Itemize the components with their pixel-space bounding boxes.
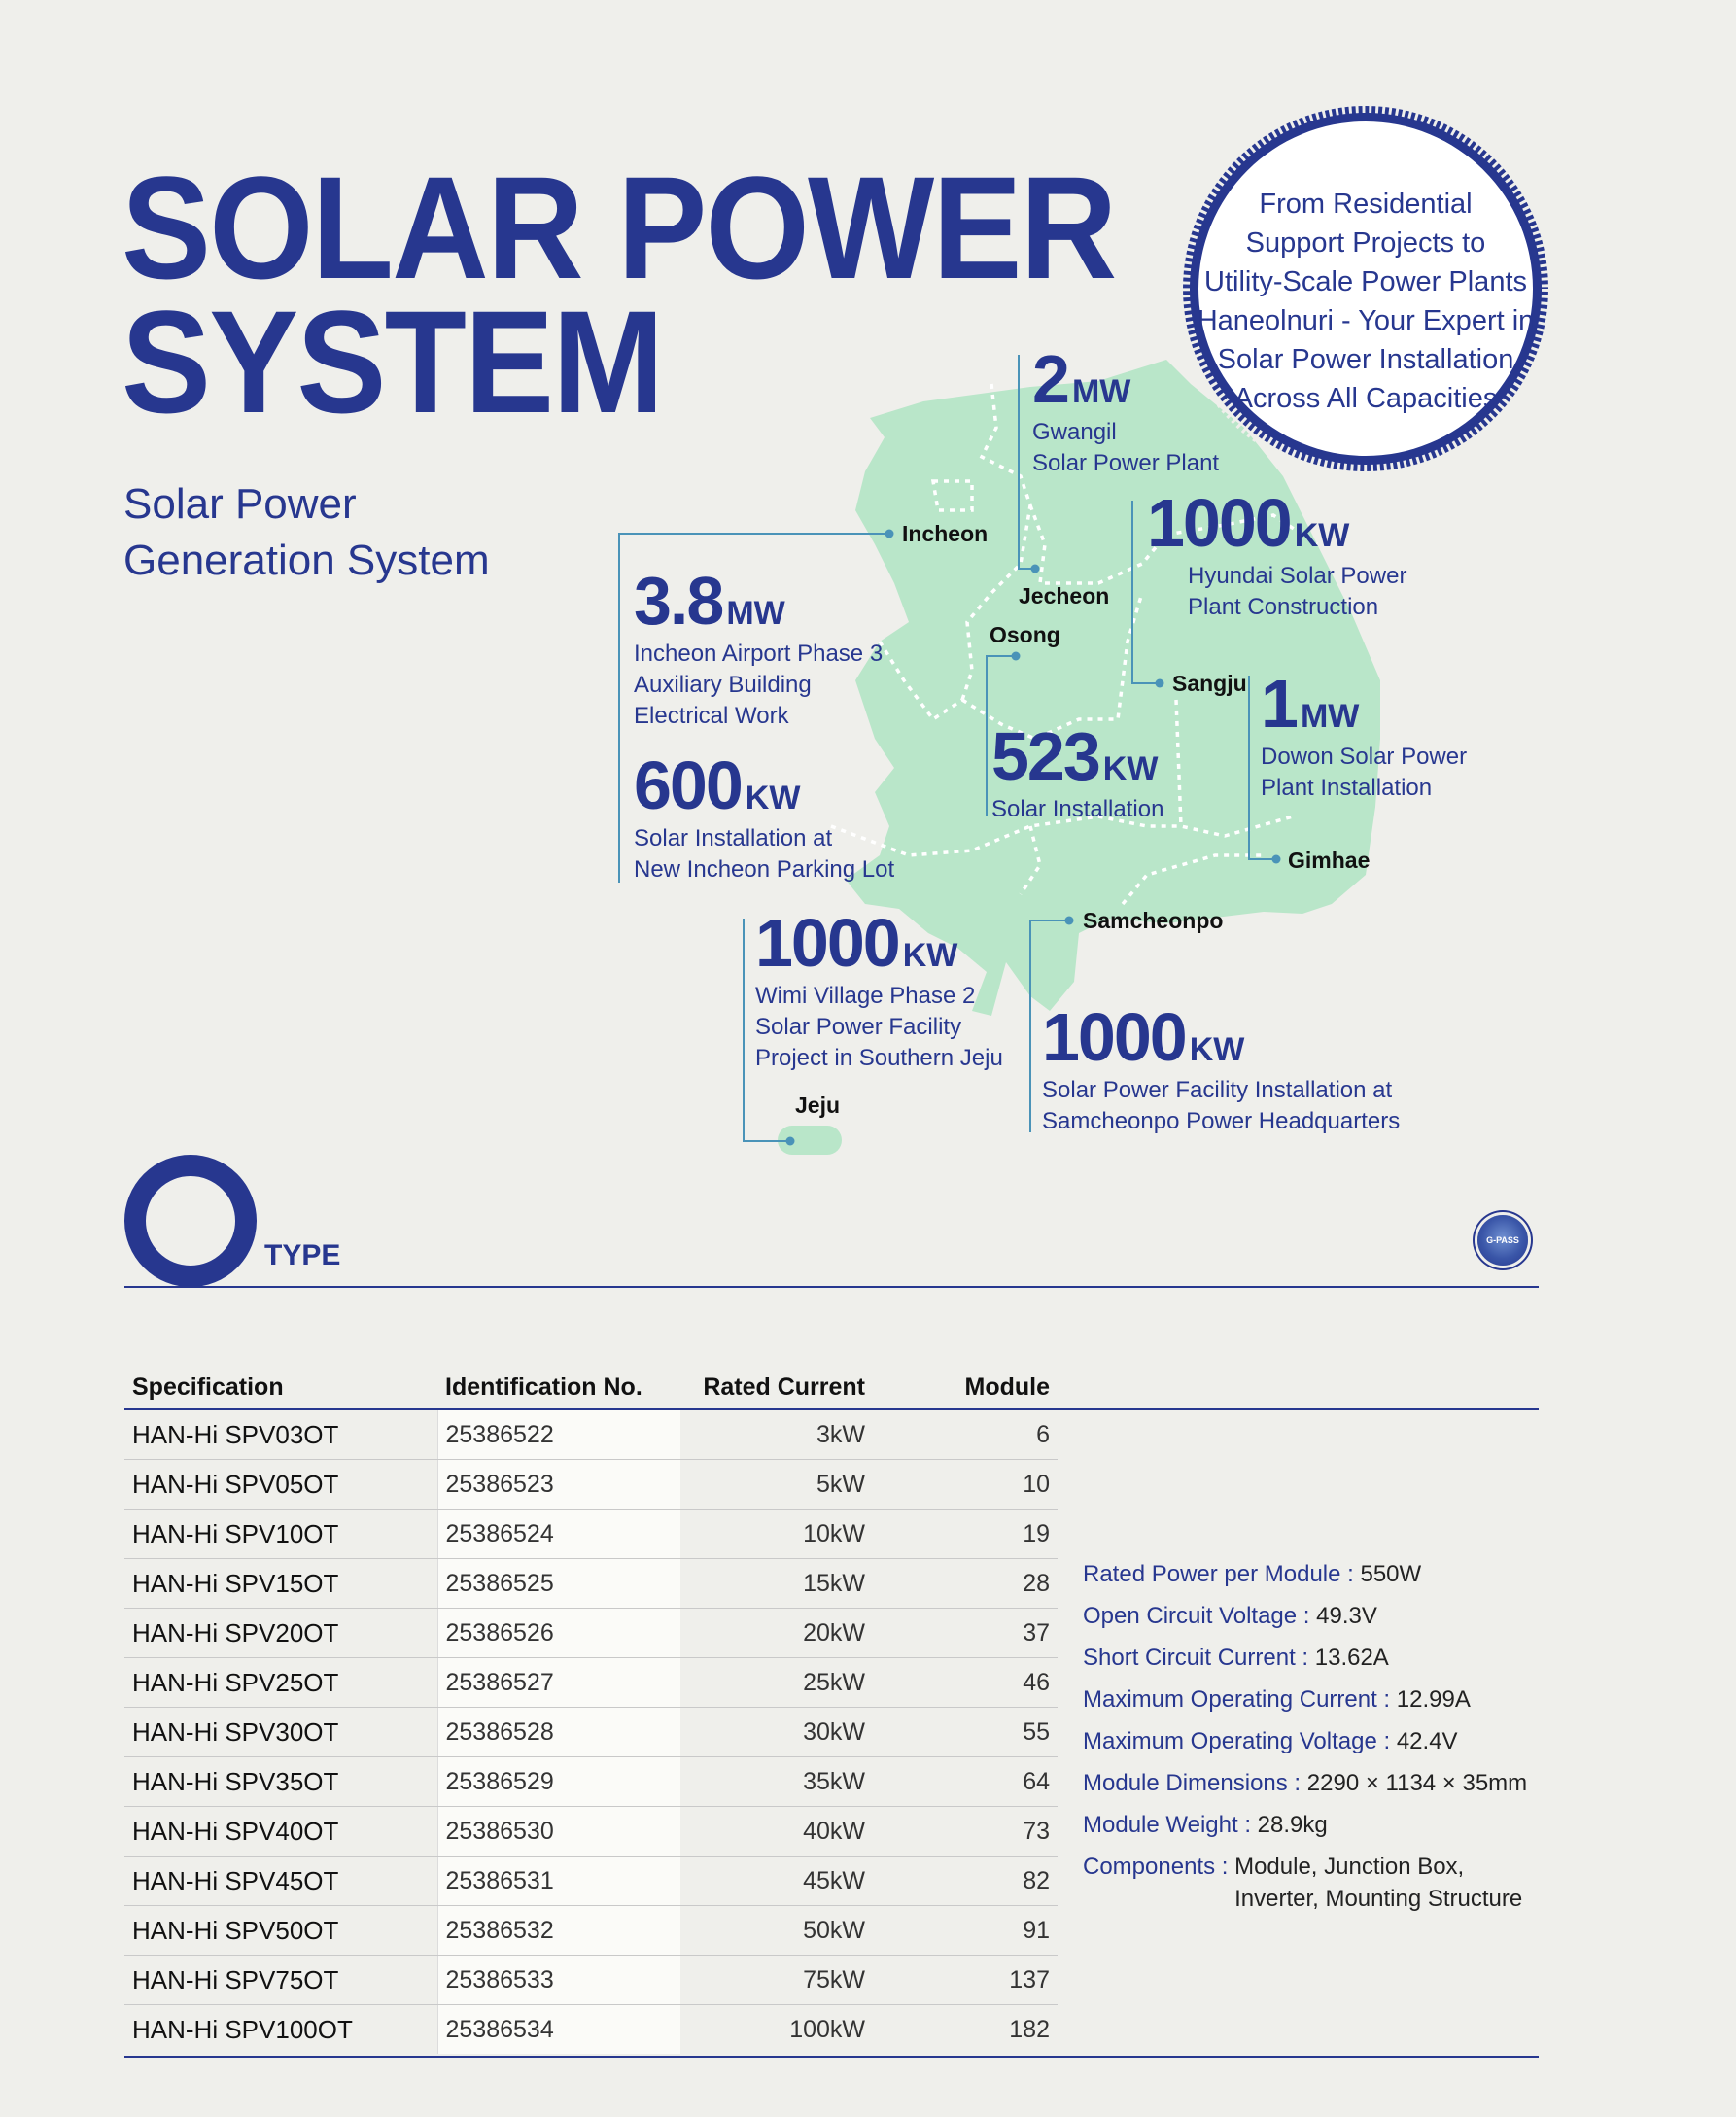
site-unit: KW <box>902 937 958 974</box>
table-row <box>124 1658 1058 1708</box>
cell-identification: 25386534 <box>437 2005 680 2055</box>
cell-specification: HAN-Hi SPV15OT <box>124 1559 437 1609</box>
cell-identification: 25386529 <box>437 1757 680 1807</box>
table-row <box>124 1609 1058 1658</box>
col-header-rated-current: Rated Current <box>680 1366 873 1409</box>
cell-specification: HAN-Hi SPV100OT <box>132 2014 353 2044</box>
site-desc-line: Solar Installation at <box>634 825 833 851</box>
property-value: 28.9kg <box>1257 1812 1328 1838</box>
site-value: 1 <box>1261 666 1297 742</box>
cell-specification: HAN-Hi SPV25OT <box>124 1658 437 1708</box>
gpass-certification-icon: G-PASS <box>1477 1215 1528 1266</box>
property-row <box>1083 1679 1540 1720</box>
property-key: Module Dimensions : <box>1083 1770 1302 1796</box>
site-desc-line: Electrical Work <box>634 703 789 729</box>
site-osong <box>991 718 1164 825</box>
site-value: 2 <box>1032 341 1068 417</box>
property-key: Module Weight : <box>1083 1812 1251 1838</box>
property-key: Open Circuit Voltage : <box>1083 1603 1310 1629</box>
badge-line: Utility-Scale Power Plants <box>1204 266 1527 297</box>
site-incheon-parking <box>634 747 895 885</box>
cell-rated-current: 20kW <box>680 1609 873 1658</box>
cell-identification: 25386522 <box>437 1409 680 1460</box>
badge-line: Across All Capacities <box>1233 383 1498 414</box>
cell-identification: 25386533 <box>437 1956 680 2005</box>
property-key: Short Circuit Current : <box>1083 1645 1309 1671</box>
site-description <box>634 823 894 885</box>
jeju-marker <box>786 1137 795 1146</box>
cell-module: 6 <box>873 1409 1058 1460</box>
property-row <box>1083 1637 1540 1679</box>
site-desc-line: Plant Construction <box>1188 594 1379 620</box>
site-unit: KW <box>745 780 801 816</box>
cell-rated-current: 75kW <box>680 1956 873 2005</box>
site-value: 600 <box>634 747 742 823</box>
col-header-module: Module <box>873 1366 1058 1409</box>
property-value: 42.4V <box>1396 1728 1458 1754</box>
cell-rated-current: 30kW <box>680 1708 873 1757</box>
table-row <box>124 1510 1058 1559</box>
property-value: 49.3V <box>1316 1603 1377 1629</box>
site-value: 523 <box>991 718 1099 794</box>
site-wimi <box>755 905 1003 1074</box>
module-properties <box>1083 1553 1540 1915</box>
section-divider <box>124 1286 1539 1288</box>
components-line-2: Inverter, Mounting Structure <box>1234 1886 1523 1912</box>
col-header-specification: Specification <box>124 1366 437 1409</box>
cell-rated-current: 3kW <box>680 1409 873 1460</box>
property-row-components <box>1083 1846 1540 1915</box>
cell-specification: HAN-Hi SPV35OT <box>124 1757 437 1807</box>
cell-specification: HAN-Hi SPV75OT <box>124 1956 437 2005</box>
site-description <box>634 639 883 732</box>
cell-rated-current: 5kW <box>680 1460 873 1510</box>
cell-specification: HAN-Hi SPV30OT <box>124 1708 437 1757</box>
cell-rated-current: 15kW <box>680 1559 873 1609</box>
badge-line: Support Projects to <box>1245 227 1486 259</box>
site-desc-line: Dowon Solar Power <box>1261 744 1468 770</box>
city-label-osong: Osong <box>990 622 1060 647</box>
table-row <box>124 1757 1058 1807</box>
table-header-row <box>124 1366 1058 1409</box>
property-value <box>1234 1846 1522 1915</box>
property-key: Maximum Operating Current : <box>1083 1686 1391 1713</box>
badge-line: Haneolnuri - Your Expert in <box>1197 305 1535 336</box>
site-unit: KW <box>1189 1031 1245 1068</box>
cell-rated-current: 40kW <box>680 1807 873 1857</box>
property-key: Maximum Operating Voltage : <box>1083 1728 1391 1754</box>
cell-specification: HAN-Hi SPV10OT <box>124 1510 437 1559</box>
cell-identification: 25386523 <box>437 1460 680 1510</box>
site-desc-line: Solar Power Plant <box>1032 450 1220 476</box>
site-description <box>1042 1075 1400 1137</box>
table-row <box>124 2005 1058 2055</box>
cell-specification: HAN-Hi SPV20OT <box>124 1609 437 1658</box>
city-label-jeju: Jeju <box>795 1093 841 1118</box>
city-label-sangju: Sangju <box>1172 671 1247 696</box>
site-unit: KW <box>1294 517 1350 554</box>
sangju-marker <box>1156 679 1164 688</box>
table-row <box>124 1460 1058 1510</box>
site-desc-line: Solar Power Facility Installation at <box>1042 1077 1393 1103</box>
cell-identification: 25386530 <box>437 1807 680 1857</box>
gimhae-marker <box>1272 855 1281 864</box>
page-title-line-2: SYSTEM <box>122 280 663 443</box>
badge-line: Solar Power Installation <box>1217 344 1514 375</box>
site-desc-line: Solar Installation <box>991 796 1164 822</box>
subtitle-line-2: Generation System <box>123 537 490 584</box>
property-row <box>1083 1804 1540 1846</box>
site-unit: KW <box>1102 750 1159 787</box>
cell-identification: 25386524 <box>437 1510 680 1559</box>
cell-specification: HAN-Hi SPV05OT <box>124 1460 437 1510</box>
osong-marker <box>1012 652 1021 661</box>
incheon-marker <box>885 530 894 538</box>
page-title-line-1: SOLAR POWER <box>122 146 1116 309</box>
cell-rated-current: 50kW <box>680 1906 873 1956</box>
cell-specification: HAN-Hi SPV50OT <box>124 1906 437 1956</box>
site-desc-line: Auxiliary Building <box>634 672 812 698</box>
cell-rated-current: 100kW <box>789 2015 865 2043</box>
table-row <box>124 1708 1058 1757</box>
table-row <box>124 1857 1058 1906</box>
cell-module: 55 <box>873 1708 1058 1757</box>
city-label-samcheonpo: Samcheonpo <box>1083 908 1224 933</box>
type-label: TYPE <box>264 1239 341 1271</box>
cell-module: 73 <box>873 1807 1058 1857</box>
property-value: 12.99A <box>1396 1686 1471 1713</box>
property-value: 550W <box>1360 1561 1422 1587</box>
badge-text <box>1196 185 1536 418</box>
type-o-shape <box>124 1155 257 1287</box>
table-row <box>124 1559 1058 1609</box>
table-row <box>124 1956 1058 2005</box>
samcheonpo-marker <box>1065 917 1074 925</box>
spec-table-body <box>124 1409 1058 2054</box>
cell-module: 10 <box>873 1460 1058 1510</box>
site-description <box>755 981 1003 1074</box>
site-hyundai <box>1147 485 1407 623</box>
cell-module: 64 <box>873 1757 1058 1807</box>
site-desc-line: Gwangil <box>1032 419 1117 445</box>
cell-module: 46 <box>873 1658 1058 1708</box>
cell-identification: 25386528 <box>437 1708 680 1757</box>
site-desc-line: New Incheon Parking Lot <box>634 856 895 883</box>
site-unit: MW <box>726 595 785 632</box>
table-row <box>124 1409 1058 1460</box>
site-desc-line: Project in Southern Jeju <box>755 1045 1003 1071</box>
site-incheon-airport <box>634 563 884 732</box>
cell-identification: 25386525 <box>437 1559 680 1609</box>
table-row <box>124 1807 1058 1857</box>
property-row <box>1083 1553 1540 1595</box>
cell-rated-current: 10kW <box>680 1510 873 1559</box>
jecheon-marker <box>1031 565 1040 573</box>
site-unit: MW <box>1300 698 1360 735</box>
site-unit: MW <box>1071 373 1131 410</box>
cell-module: 137 <box>873 1956 1058 2005</box>
site-value: 1000 <box>1147 485 1291 561</box>
cell-identification: 25386532 <box>437 1906 680 1956</box>
property-value: 2290 × 1134 × 35mm <box>1306 1770 1528 1796</box>
site-desc-line: Solar Power Facility <box>755 1014 962 1040</box>
site-gwangil <box>1032 341 1220 479</box>
cell-specification: HAN-Hi SPV40OT <box>124 1807 437 1857</box>
cell-rated-current: 35kW <box>680 1757 873 1807</box>
site-description <box>991 794 1163 825</box>
site-description <box>1261 742 1467 804</box>
site-desc-line: Wimi Village Phase 2 <box>755 983 976 1009</box>
table-bottom-rule <box>124 2056 1539 2058</box>
site-value: 1000 <box>755 905 899 981</box>
site-desc-line: Incheon Airport Phase 3 <box>634 641 884 667</box>
cell-module: 37 <box>873 1609 1058 1658</box>
site-desc-line: Plant Installation <box>1261 775 1433 801</box>
site-dowon <box>1261 666 1468 804</box>
site-description <box>1188 561 1406 623</box>
cell-specification: HAN-Hi SPV45OT <box>124 1857 437 1906</box>
cell-module: 28 <box>873 1559 1058 1609</box>
cell-module: 19 <box>873 1510 1058 1559</box>
badge-line: From Residential <box>1259 189 1473 220</box>
site-value: 1000 <box>1042 999 1186 1075</box>
property-row <box>1083 1595 1540 1637</box>
city-label-incheon: Incheon <box>902 521 989 546</box>
site-value: 3.8 <box>634 563 723 639</box>
cell-module: 91 <box>873 1906 1058 1956</box>
cell-module: 182 <box>1009 2015 1050 2043</box>
property-key: Components : <box>1083 1854 1229 1880</box>
cell-identification: 25386527 <box>437 1658 680 1708</box>
site-description <box>1032 417 1219 479</box>
city-label-jecheon: Jecheon <box>1019 583 1110 608</box>
site-desc-line: Samcheonpo Power Headquarters <box>1042 1108 1401 1134</box>
property-key: Rated Power per Module : <box>1083 1561 1354 1587</box>
spec-table <box>124 1366 1058 2054</box>
site-desc-line: Hyundai Solar Power <box>1188 563 1407 589</box>
property-value: 13.62A <box>1314 1645 1389 1671</box>
property-row <box>1083 1720 1540 1762</box>
site-samcheonpo <box>1042 999 1401 1137</box>
property-row <box>1083 1762 1540 1804</box>
cell-specification: HAN-Hi SPV03OT <box>124 1409 437 1460</box>
components-line-1: Module, Junction Box, <box>1234 1854 1465 1880</box>
table-header-rule <box>1058 1408 1539 1410</box>
col-header-identification: Identification No. <box>437 1366 680 1409</box>
cell-identification: 25386526 <box>437 1609 680 1658</box>
cell-rated-current: 45kW <box>680 1857 873 1906</box>
cell-rated-current: 25kW <box>680 1658 873 1708</box>
cell-module: 82 <box>873 1857 1058 1906</box>
table-row <box>124 1906 1058 1956</box>
subtitle-line-1: Solar Power <box>123 480 357 528</box>
city-label-gimhae: Gimhae <box>1288 848 1371 873</box>
cell-identification: 25386531 <box>437 1857 680 1906</box>
